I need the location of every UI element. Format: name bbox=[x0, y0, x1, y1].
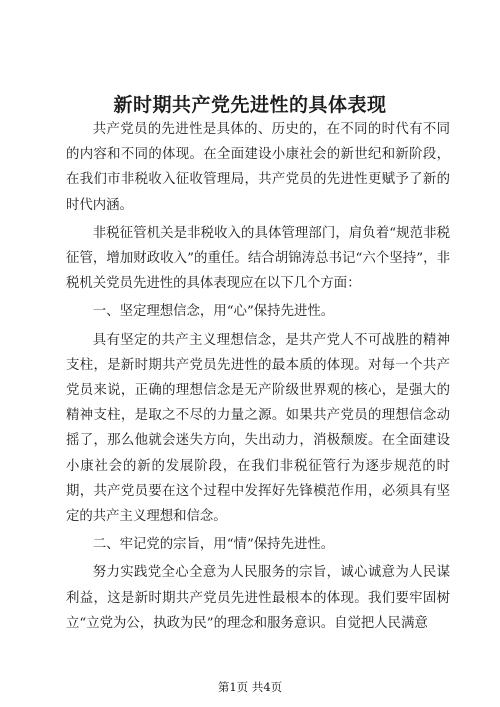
paragraph: 努力实践党全心全意为人民服务的宗旨，诚心诚意为人民谋利益，这是新时期共产党员先进性最根本的体现。我们要牢固树立“立党为公，执政为民”的理念和服务意识。自觉把人民满意 bbox=[66, 565, 450, 631]
section-heading: 二、牢记党的宗旨，用“情”保持先进性。 bbox=[92, 537, 335, 553]
document-body bbox=[66, 117, 450, 639]
page-number-footer: 第1页 共4页 bbox=[217, 680, 283, 694]
paragraph: 具有坚定的共产主义理想信念，是共产党人不可战胜的精神支柱，是新时期共产党员先进性的最本质的体现。对每一个共产党员来说，正确的理想信念是无产阶级世界观的核心，是强大的精神支柱，是取之不尽的力量之源。如果共产党员的理想信念动摇了，那么他就会迷失方向，失出动力，消极颓废。在全面建设小康社会的新的发展阶段，在我们非税征管行为逐步规范的时期，共产党员要在这个过程中发挥好先锋模范作用，必须具有坚定的共产主义理想和信念。 bbox=[66, 332, 450, 525]
paragraph: 共产党员的先进性是具体的、历史的，在不同的时代有不同的内容和不同的体现。在全面建设小康社会的新世纪和新阶段，在我们市非税收入征收管理局，共产党员的先进性更赋予了新的时代内涵。 bbox=[66, 122, 450, 213]
section-heading: 一、坚定理想信念，用“心”保持先进性。 bbox=[92, 304, 335, 320]
paragraph: 非税征管机关是非税收入的具体管理部门，肩负着“规范非税征管，增加财政收入”的重任。结合胡锦涛总书记“六个坚持”，非税机关党员先进性的具体表现应在以下几个方面： bbox=[66, 225, 450, 292]
document-title: 新时期共产党先进性的具体表现 bbox=[113, 94, 387, 116]
